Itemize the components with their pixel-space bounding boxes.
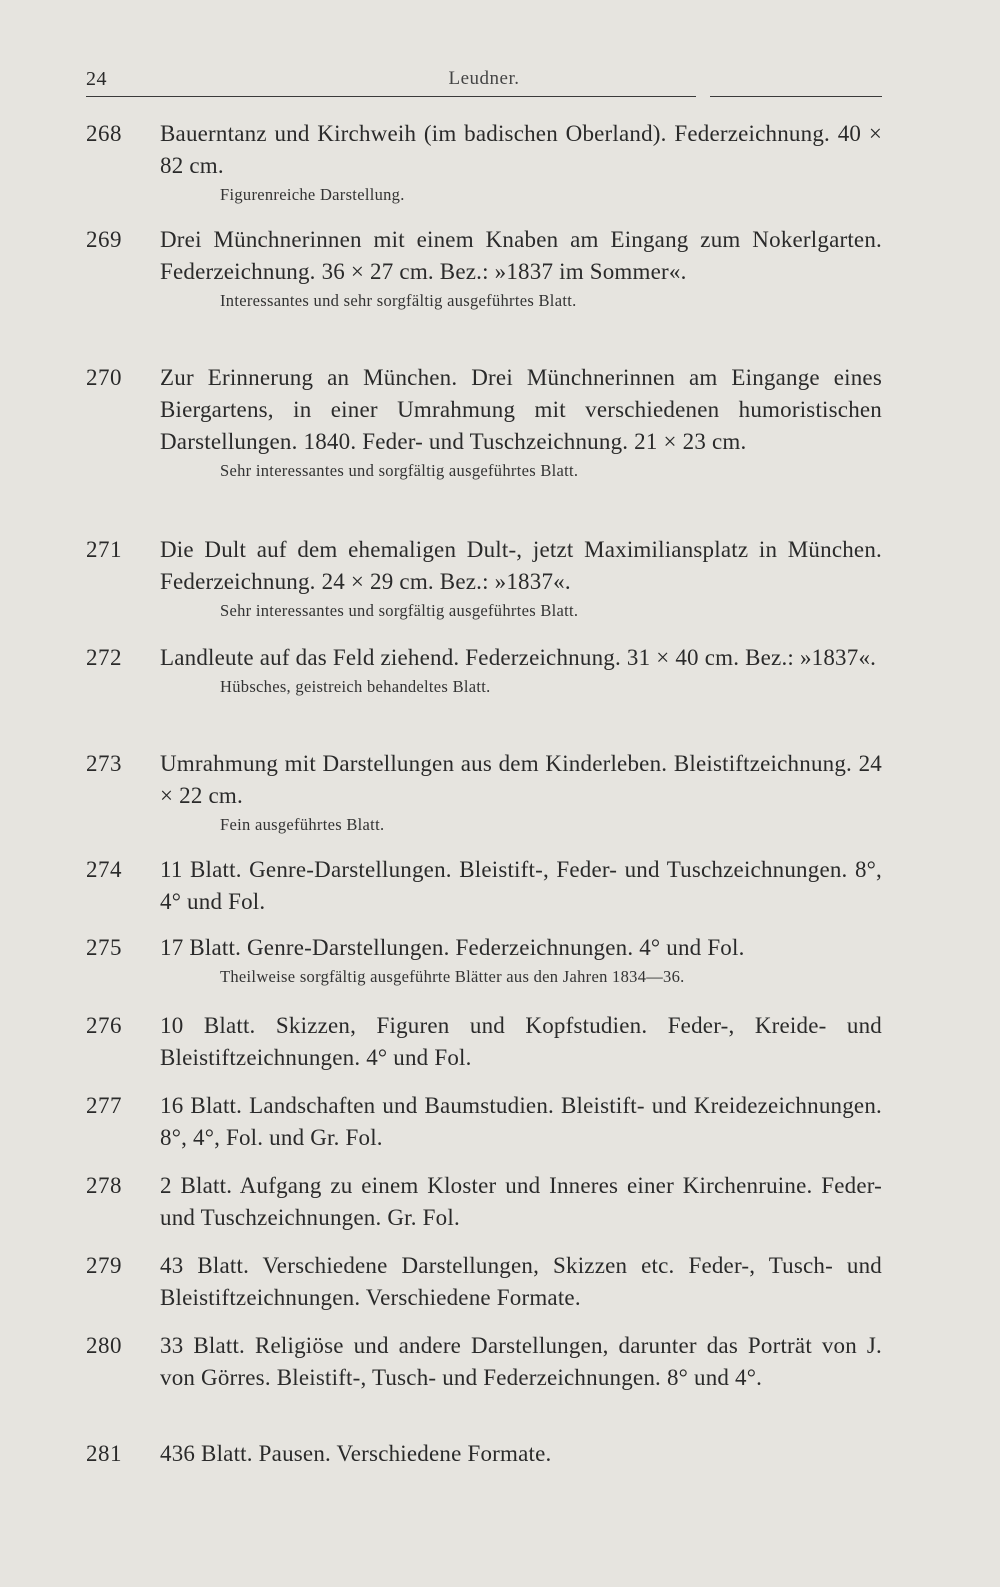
entry-note: Interessantes und sehr sorgfältig ausgeführtes Blatt. bbox=[220, 291, 577, 310]
entry-number: 279 bbox=[86, 1253, 122, 1278]
entry-number: 268 bbox=[86, 121, 122, 146]
entry-description: 33 Blatt. Religiöse und andere Darstellungen, darunter das Porträt von J. von Görres. Bleistift-, Tusch- und Federzeichnungen. 8° und 4°. bbox=[160, 1333, 882, 1390]
catalogue-entry bbox=[86, 748, 882, 836]
entry-note: Sehr interessantes und sorgfältig ausgeführtes Blatt. bbox=[220, 601, 579, 620]
entry-note: Sehr interessantes und sorgfältig ausgeführtes Blatt. bbox=[220, 461, 579, 480]
entry-number: 276 bbox=[86, 1013, 122, 1038]
catalogue-entry bbox=[86, 854, 882, 918]
entry-description: 43 Blatt. Verschiedene Darstellungen, Skizzen etc. Feder-, Tusch- und Bleistiftzeichnungen. Verschiedene Formate. bbox=[160, 1253, 882, 1310]
entry-number: 281 bbox=[86, 1441, 122, 1466]
page-header bbox=[86, 62, 882, 102]
entry-number: 273 bbox=[86, 751, 122, 776]
header-rule bbox=[86, 96, 696, 97]
entry-number: 269 bbox=[86, 227, 122, 252]
entry-description: Umrahmung mit Darstellungen aus dem Kinderleben. Bleistiftzeichnung. 24 × 22 cm. bbox=[160, 751, 882, 808]
catalogue-entry bbox=[86, 642, 882, 698]
entry-description: Zur Erinnerung an München. Drei Münchnerinnen am Eingange eines Biergartens, in einer Umrahmung mit verschiedenen humoristischen Darstellungen. 1840. Feder- und Tuschzeichnung. 21 × 23 cm. bbox=[160, 365, 882, 454]
entry-description: 436 Blatt. Pausen. Verschiedene Formate. bbox=[160, 1441, 552, 1466]
entry-description: Landleute auf das Feld ziehend. Federzeichnung. 31 × 40 cm. Bez.: »1837«. bbox=[160, 645, 877, 670]
catalogue-entry bbox=[86, 932, 882, 988]
catalogue-entry bbox=[86, 362, 882, 482]
entry-number: 277 bbox=[86, 1093, 122, 1118]
entry-description: 16 Blatt. Landschaften und Baumstudien. Bleistift- und Kreidezeichnungen. 8°, 4°, Fol. und Gr. Fol. bbox=[160, 1093, 882, 1150]
entry-description: Drei Münchnerinnen mit einem Knaben am Eingang zum Nokerlgarten. Federzeichnung. 36 × 27 cm. Bez.: »1837 im Sommer«. bbox=[160, 227, 882, 284]
entry-number: 270 bbox=[86, 365, 122, 390]
catalogue-entry bbox=[86, 1250, 882, 1314]
catalogue-entry bbox=[86, 1010, 882, 1074]
entry-description: 17 Blatt. Genre-Darstellungen. Federzeichnungen. 4° und Fol. bbox=[160, 935, 745, 960]
entry-description: Bauerntanz und Kirchweih (im badischen Oberland). Federzeichnung. 40 × 82 cm. bbox=[160, 121, 882, 178]
catalogue-entry bbox=[86, 224, 882, 312]
entry-number: 278 bbox=[86, 1173, 122, 1198]
page-number: 24 bbox=[86, 68, 107, 90]
catalogue-entry bbox=[86, 1438, 882, 1470]
entry-number: 275 bbox=[86, 935, 122, 960]
header-rule-right bbox=[710, 96, 882, 97]
catalogue-entry bbox=[86, 1170, 882, 1234]
catalogue-entry bbox=[86, 118, 882, 206]
entry-number: 274 bbox=[86, 857, 122, 882]
entry-number: 280 bbox=[86, 1333, 122, 1358]
catalogue-entry bbox=[86, 1330, 882, 1394]
entry-number: 271 bbox=[86, 537, 122, 562]
catalogue-entry bbox=[86, 534, 882, 622]
entry-note: Figurenreiche Darstellung. bbox=[220, 185, 405, 204]
entry-note: Fein ausgeführtes Blatt. bbox=[220, 815, 385, 834]
entry-number: 272 bbox=[86, 645, 122, 670]
entry-note: Theilweise sorgfältig ausgeführte Blätter aus den Jahren 1834—36. bbox=[220, 967, 685, 986]
entry-note: Hübsches, geistreich behandeltes Blatt. bbox=[220, 677, 491, 696]
entry-description: 2 Blatt. Aufgang zu einem Kloster und Inneres einer Kirchenruine. Feder- und Tuschzeichnungen. Gr. Fol. bbox=[160, 1173, 882, 1230]
entry-description: 11 Blatt. Genre-Darstellungen. Bleistift-, Feder- und Tuschzeichnungen. 8°, 4° und Fol. bbox=[160, 857, 882, 914]
running-head: Leudner. bbox=[448, 68, 520, 89]
catalogue-entry bbox=[86, 1090, 882, 1154]
entry-description: 10 Blatt. Skizzen, Figuren und Kopfstudien. Feder-, Kreide- und Bleistiftzeichnungen. 4° und Fol. bbox=[160, 1013, 882, 1070]
entry-description: Die Dult auf dem ehemaligen Dult-, jetzt Maximiliansplatz in München. Federzeichnung. 24 × 29 cm. Bez.: »1837«. bbox=[160, 537, 882, 594]
